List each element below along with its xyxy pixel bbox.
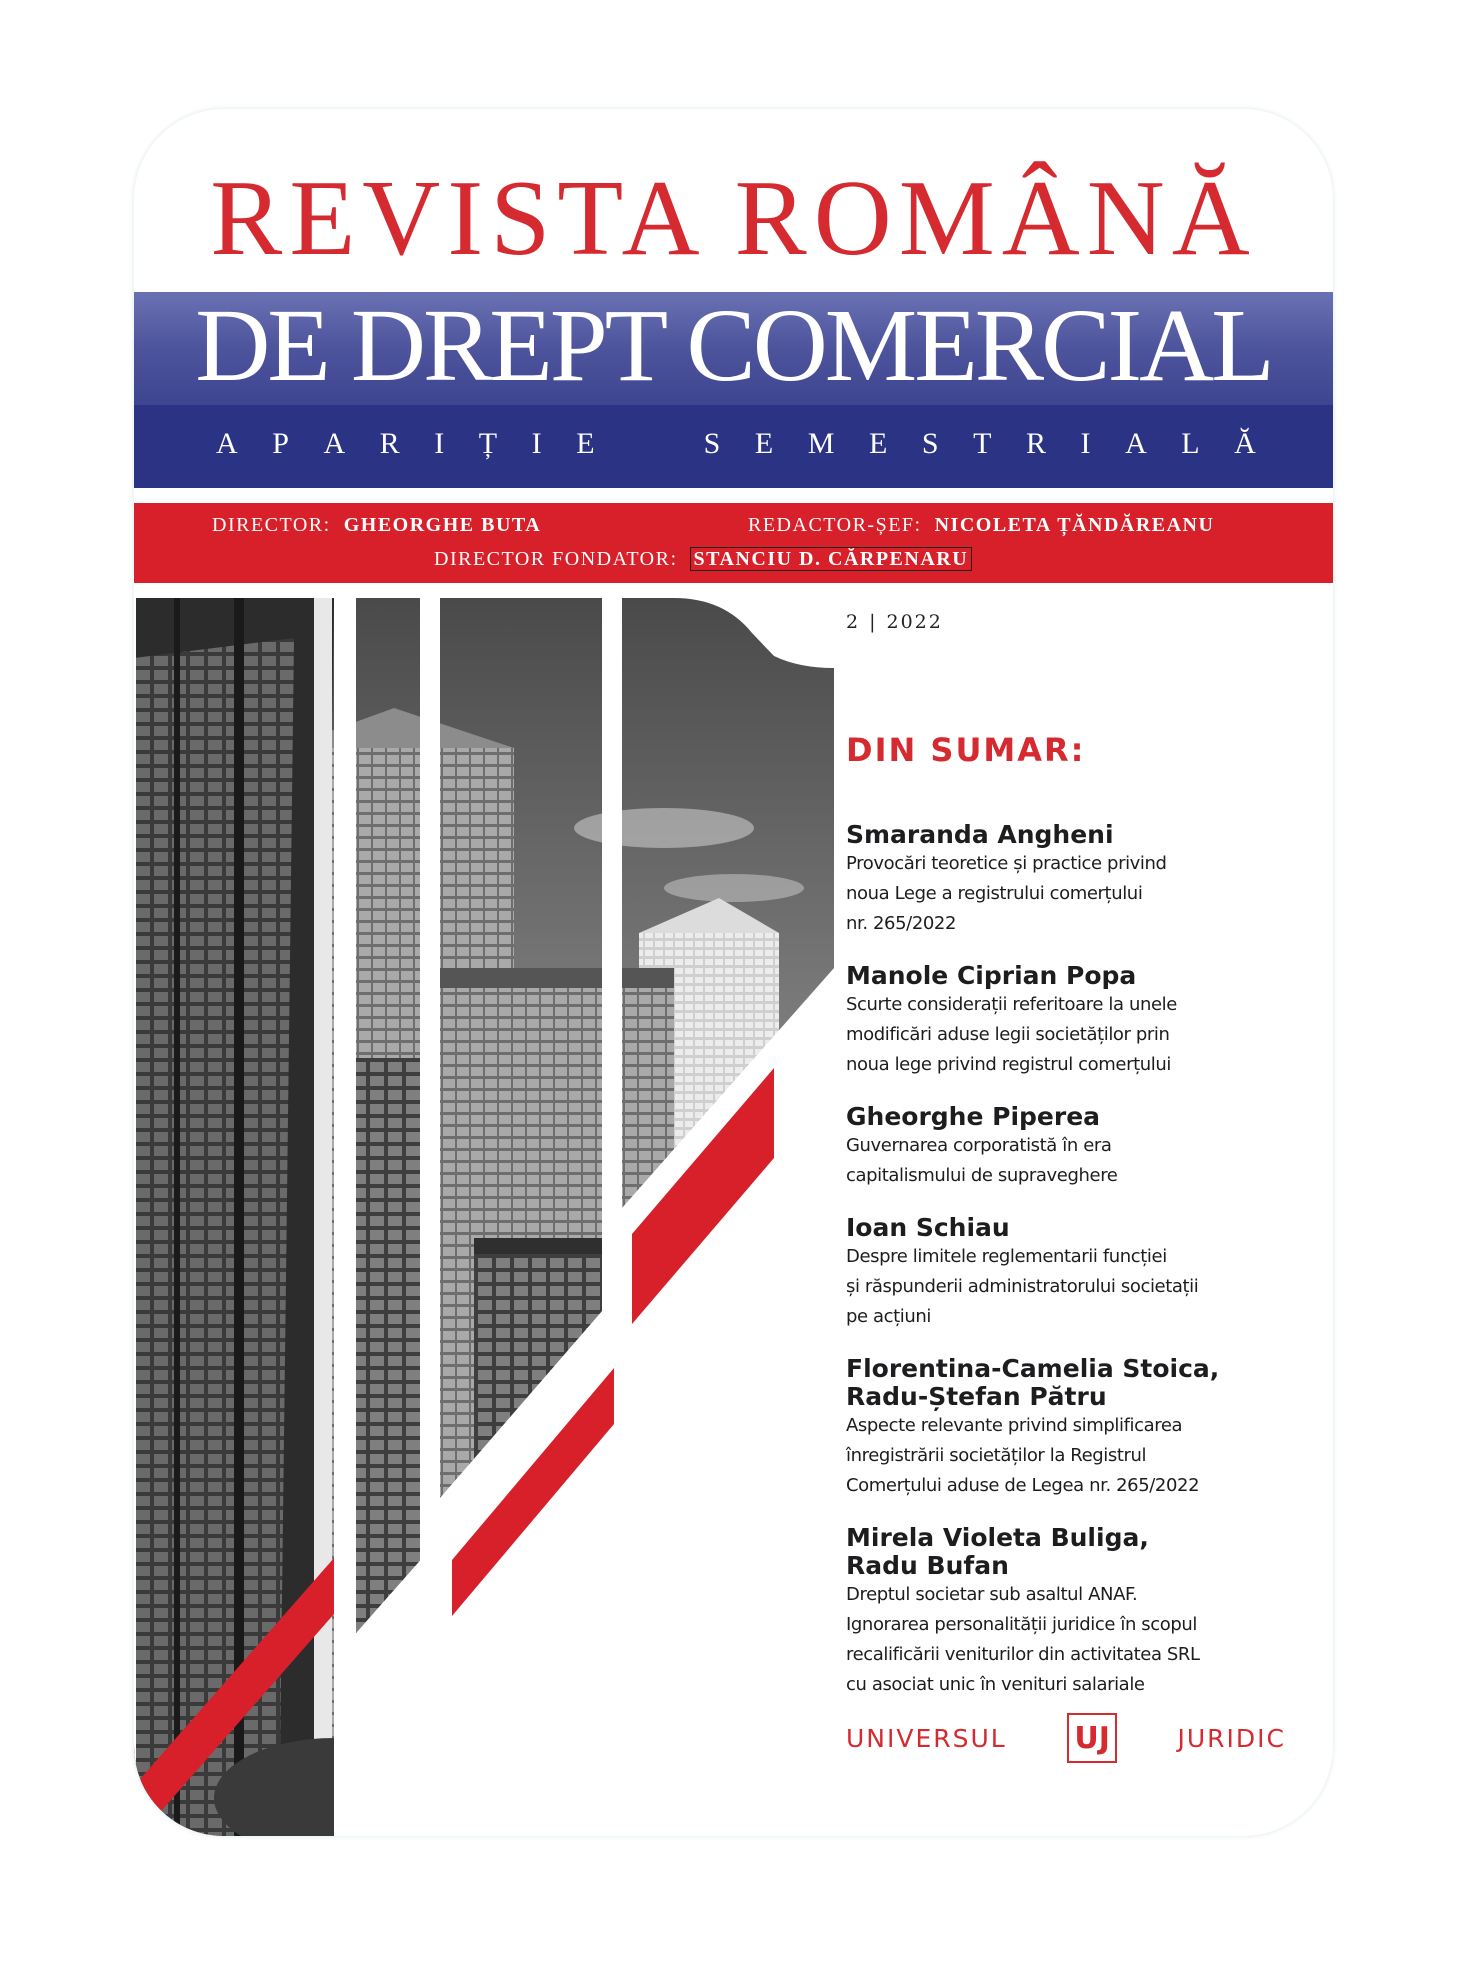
toc-author-line: Radu Bufan xyxy=(846,1551,1009,1580)
toc-author-line: Ioan Schiau xyxy=(846,1213,1010,1242)
subtitle-letter: Ț xyxy=(478,427,498,460)
toc-entry xyxy=(846,1103,1286,1191)
publisher-monogram: UJ xyxy=(1067,1713,1117,1763)
toc-entries xyxy=(846,821,1286,1700)
frequency-subtitle xyxy=(216,427,1256,461)
subtitle-letter: P xyxy=(272,427,289,460)
founder-name: STANCIU D. CĂRPENARU xyxy=(691,548,972,570)
subtitle-letter: I xyxy=(434,427,445,460)
subtitle-letter: S xyxy=(703,427,721,460)
toc-article-title-line: cu asociat unic în venituri salariale xyxy=(846,1674,1145,1695)
toc-article-title-line: modificări aduse legii societăților prin xyxy=(846,1024,1170,1045)
subtitle-letter: T xyxy=(973,427,992,460)
toc-entry xyxy=(846,1355,1286,1501)
toc-article-title-line: Dreptul societar sub asaltul ANAF. xyxy=(846,1584,1138,1605)
journal-title-line1: REVISTA ROMÂNĂ xyxy=(210,159,1257,278)
subtitle-letter: I xyxy=(531,427,542,460)
subtitle-letter: R xyxy=(379,427,400,460)
editor-name: NICOLETA ȚĂNDĂREANU xyxy=(934,514,1215,536)
toc-article-title-line: capitalismului de supraveghere xyxy=(846,1165,1118,1186)
toc-entry xyxy=(846,962,1286,1080)
subtitle-letter: L xyxy=(1181,427,1200,460)
toc-article-title-line: pe acțiuni xyxy=(846,1306,932,1327)
toc-author xyxy=(846,1524,1286,1580)
toc-author-line: Radu-Ștefan Pătru xyxy=(846,1382,1107,1411)
toc-entry xyxy=(846,1214,1286,1332)
title-band xyxy=(134,288,1333,405)
toc-article-title-line: înregistrării societăților la Registrul xyxy=(846,1445,1147,1466)
subtitle-letter: A xyxy=(323,427,346,460)
table-of-contents xyxy=(846,731,1286,1723)
toc-article-title-line: Despre limitele reglementarii funcției xyxy=(846,1246,1167,1267)
toc-author-line: Smaranda Angheni xyxy=(846,820,1114,849)
director-name: GHEORGHE BUTA xyxy=(343,514,542,536)
toc-article-title-line: Scurte considerații referitoare la unele xyxy=(846,994,1177,1015)
director-credit xyxy=(212,514,541,537)
toc-author xyxy=(846,1355,1286,1411)
publisher-name-left: UNIVERSUL xyxy=(846,1723,1007,1753)
issue-info xyxy=(846,611,943,633)
toc-author-line: Florentina-Camelia Stoica, xyxy=(846,1354,1220,1383)
subtitle-letter: A xyxy=(216,427,238,460)
toc-author xyxy=(846,1103,1286,1131)
journal-title-line2: DE DREPT COMERCIAL xyxy=(195,288,1272,403)
toc-heading: DIN SUMAR: xyxy=(846,731,1086,769)
toc-article-title-line: nr. 265/2022 xyxy=(846,913,957,934)
toc-article-title-line: Comerțului aduse de Legea nr. 265/2022 xyxy=(846,1475,1200,1496)
founder-credit xyxy=(434,548,971,571)
frequency-band xyxy=(134,405,1333,488)
toc-author xyxy=(846,962,1286,990)
toc-entry xyxy=(846,1524,1286,1700)
toc-author xyxy=(846,1214,1286,1242)
subtitle-letter: R xyxy=(1025,427,1046,460)
subtitle-letter: E xyxy=(576,427,595,460)
toc-author-line: Gheorghe Piperea xyxy=(846,1102,1101,1131)
toc-author-line: Mirela Violeta Buliga, xyxy=(846,1523,1149,1552)
toc-article-title-line: noua Lege a registrului comerțului xyxy=(846,883,1143,904)
toc-article-title-line: Guvernarea corporatistă în era xyxy=(846,1135,1112,1156)
founder-label: DIRECTOR FONDATOR: xyxy=(434,548,678,570)
director-label: DIRECTOR: xyxy=(212,514,331,536)
subtitle-letter: S xyxy=(921,427,939,460)
staff-band xyxy=(134,503,1333,583)
toc-article-title-line: Provocări teoretice și practice privind xyxy=(846,853,1167,874)
publisher-name-right: JURIDIC xyxy=(1177,1723,1286,1753)
toc-article-title-line: și răspunderii administratorului societații xyxy=(846,1276,1199,1297)
subtitle-letter: M xyxy=(807,427,835,460)
toc-author xyxy=(846,821,1286,849)
toc-author-line: Manole Ciprian Popa xyxy=(846,961,1137,990)
toc-entry xyxy=(846,821,1286,939)
editor-credit xyxy=(748,514,1214,537)
subtitle-letter: Ă xyxy=(1234,427,1256,460)
editor-label: REDACTOR-ȘEF: xyxy=(748,514,922,536)
toc-article-title-line: Ignorarea personalității juridice în scopul xyxy=(846,1614,1198,1635)
subtitle-letter: A xyxy=(1125,427,1147,460)
journal-cover xyxy=(134,109,1333,1836)
publisher-logo xyxy=(846,1710,1286,1766)
issue-separator: | xyxy=(869,611,878,633)
toc-article-title-line: noua lege privind registrul comerțului xyxy=(846,1054,1171,1075)
subtitle-letter: E xyxy=(754,427,774,460)
issue-number: 2 xyxy=(846,611,861,633)
subtitle-letter: I xyxy=(1080,427,1091,460)
subtitle-letter: E xyxy=(868,427,888,460)
toc-article-title-line: recalificării veniturilor din activitatea SRL xyxy=(846,1644,1200,1665)
toc-article-title-line: Aspecte relevante privind simplificarea xyxy=(846,1415,1183,1436)
issue-year: 2022 xyxy=(886,611,943,633)
